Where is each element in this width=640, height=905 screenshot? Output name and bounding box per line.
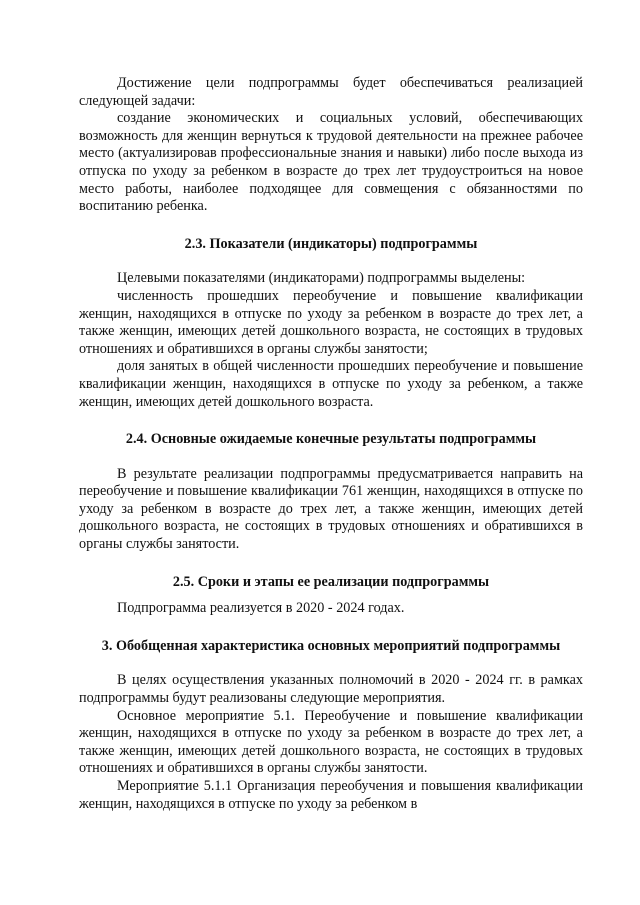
section-3-paragraph-1: В целях осуществления указанных полномочий в 2020 - 2024 гг. в рамках подпрограммы будут реализованы следующие мероприятия. [79,672,583,707]
section-2-4-paragraph-1: В результате реализации подпрограммы предусматривается направить на переобучение и повышение квалификации 761 женщин, находящихся в отпуске по уходу за ребенком в возрасте до трех лет, а также женщин, имеющих детей дошкольного возраста, не состоящих в трудовых отношениях и обратившихся в органы службы занятости. [79,465,583,553]
document-page [79,75,583,813]
section-2-3-paragraph-3: доля занятых в общей численности прошедших переобучение и повышение квалификации женщин, находящихся в отпуске по уходу за ребенком, а также женщин, имеющих детей дошкольного возраста. [79,358,583,410]
section-2-5-heading: 2.5. Сроки и этапы ее реализации подпрограммы [172,573,490,590]
section-3-heading: 3. Обобщенная характеристика основных мероприятий подпрограммы [101,637,561,654]
intro-paragraph-2: создание экономических и социальных условий, обеспечивающих возможность для женщин вернуться к трудовой деятельности на прежнее рабочее место (актуализировав профессиональные знания и навыки) либо после выхода из отпуска по уходу за ребенком в возрасте до трех лет трудоустроиться на новое место работы, наиболее подходящее для совмещения с обязанностями по воспитанию ребенка. [79,110,583,215]
section-2-3-heading: 2.3. Показатели (индикаторы) подпрограммы [184,235,478,252]
section-3-paragraph-2: Основное мероприятие 5.1. Переобучение и повышение квалификации женщин, находящихся в отпуске по уходу за ребенком в возрасте до трех лет, а также женщин, имеющих детей дошкольного возраста, не состоящих в трудовых отношениях и обратившихся в органы службы занятости. [79,707,583,777]
section-2-5-paragraph-1: Подпрограмма реализуется в 2020 - 2024 годах. [117,600,405,617]
intro-paragraph-1: Достижение цели подпрограммы будет обеспечиваться реализацией следующей задачи: [79,75,583,109]
section-2-3-paragraph-2: численность прошедших переобучение и повышение квалификации женщин, находящихся в отпуске по уходу за ребенком в возрасте до трех лет, а также женщин, имеющих детей дошкольного возраста, не состоящих в трудовых отношениях и обратившихся в органы службы занятости; [79,287,583,357]
section-3-paragraph-3: Мероприятие 5.1.1 Организация переобучения и повышения квалификации женщин, находящихся в отпуске по уходу за ребенком в [79,778,583,812]
section-2-3-paragraph-1: Целевыми показателями (индикаторами) подпрограммы выделены: [117,270,526,287]
section-2-4-heading: 2.4. Основные ожидаемые конечные результаты подпрограммы [125,431,537,448]
